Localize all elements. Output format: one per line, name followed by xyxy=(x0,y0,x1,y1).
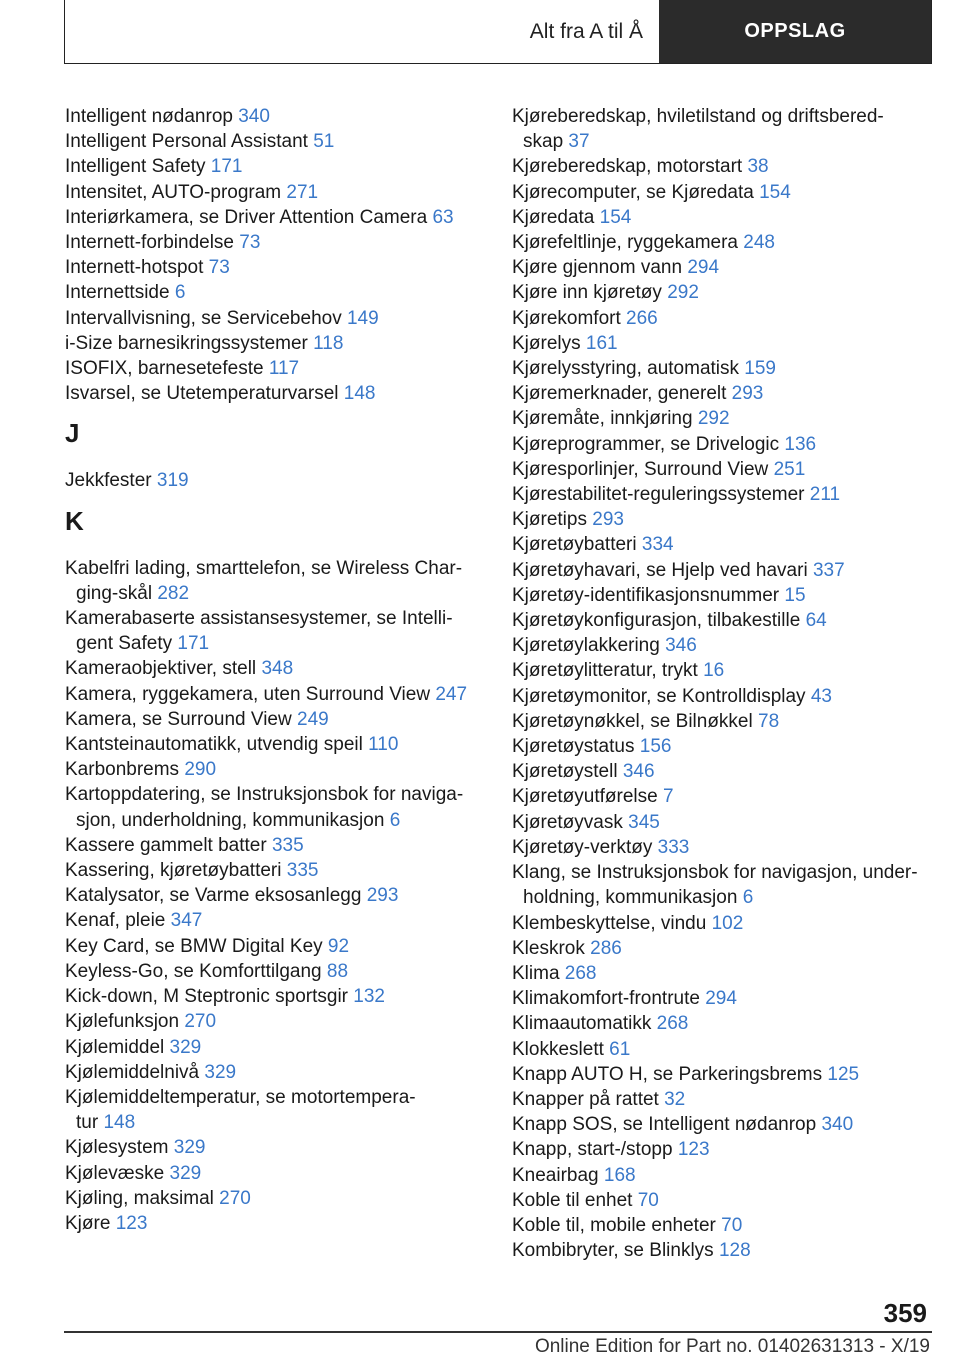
page-reference-link[interactable]: 61 xyxy=(609,1038,631,1060)
page-reference-link[interactable]: 340 xyxy=(238,106,270,127)
page-reference-link[interactable]: 340 xyxy=(821,1114,854,1136)
index-entry xyxy=(65,757,475,782)
index-entry xyxy=(65,255,475,280)
page-reference-link[interactable]: 333 xyxy=(657,836,690,858)
entry-term: Kamera, se Surround View xyxy=(65,708,292,730)
index-entry xyxy=(512,432,932,457)
entry-term: ISOFIX, barnesetefeste xyxy=(65,358,264,380)
index-entry xyxy=(65,381,475,406)
page-reference-link[interactable]: 270 xyxy=(184,1011,217,1033)
entry-term: Katalysator, se Varme eksosanlegg xyxy=(65,885,362,907)
entry-term: Jekkfester xyxy=(65,470,152,492)
index-entry xyxy=(65,606,475,656)
entry-term: Intelligent Safety xyxy=(65,156,206,178)
index-entry xyxy=(65,1211,475,1236)
index-entry xyxy=(512,331,932,356)
entry-term: Kjøretøylakkering xyxy=(512,635,660,657)
entry-term: Klokkeslett xyxy=(512,1038,604,1060)
entry-term: Internettside xyxy=(65,282,170,304)
page-reference-link[interactable]: 70 xyxy=(721,1214,743,1236)
entry-term: Kjøredata xyxy=(512,206,595,228)
index-entry xyxy=(65,154,475,179)
index-entry xyxy=(512,583,932,608)
page-reference-link[interactable]: 118 xyxy=(313,332,344,354)
entry-term: Kjølevæske xyxy=(65,1162,165,1184)
entry-term: Kjøreberedskap, hviletilstand og driftsbered- xyxy=(512,106,884,127)
index-entry xyxy=(512,1238,932,1263)
entry-term: Kjøretøykonfigurasjon, tilbakestille xyxy=(512,610,801,632)
page-reference-link[interactable]: 16 xyxy=(703,660,725,682)
index-entry xyxy=(512,205,932,230)
index-entry xyxy=(65,1161,475,1186)
page-reference-link[interactable]: 102 xyxy=(711,912,744,934)
entry-term: Kantsteinautomatikk, utvendig speil xyxy=(65,734,363,756)
index-entry xyxy=(512,280,932,305)
page-reference-link[interactable]: 154 xyxy=(599,206,632,228)
index-entry xyxy=(512,558,932,583)
entry-term: Kartoppdatering, se Instruksjonsbok for naviga- xyxy=(65,784,464,806)
index-entry xyxy=(512,1011,932,1036)
index-letter-heading: K xyxy=(65,505,84,536)
entry-term: Kjørestabilitet-reguleringssystemer xyxy=(512,484,805,506)
page-reference-link[interactable]: 293 xyxy=(731,383,764,405)
page-reference-link[interactable]: 38 xyxy=(747,156,769,178)
page-reference-link[interactable]: 171 xyxy=(210,156,243,178)
entry-term: Karbonbrems xyxy=(65,759,180,781)
index-entry xyxy=(65,732,475,757)
entry-term: Kjøremåte, innkjøring xyxy=(512,408,693,430)
entry-term: Klima xyxy=(512,962,560,984)
index-entry xyxy=(65,306,475,331)
index-entry xyxy=(65,331,475,356)
entry-term-continued: skap xyxy=(523,131,564,153)
entry-term: Kabelfri lading, smarttelefon, se Wireless Char- xyxy=(65,557,463,579)
page-reference-link[interactable]: 270 xyxy=(219,1187,251,1209)
page-reference-link[interactable]: 266 xyxy=(626,307,658,329)
footer-text: Online Edition for Part no. 01402631313 - X/19 xyxy=(534,1336,930,1357)
entry-term: Kjøresporlinjer, Surround View xyxy=(512,458,769,480)
entry-term: Kjørelysstyring, automatisk xyxy=(512,358,740,380)
page-reference-link[interactable]: 348 xyxy=(261,658,294,680)
index-entry xyxy=(512,1112,932,1137)
index-entry xyxy=(512,810,932,835)
entry-term: Knapper på rattet xyxy=(512,1088,659,1110)
page-reference-link[interactable]: 329 xyxy=(169,1162,202,1184)
page-reference-link[interactable]: 70 xyxy=(637,1189,659,1211)
page-reference-link[interactable]: 63 xyxy=(432,206,454,228)
index-entry xyxy=(512,406,932,431)
page-reference-link[interactable]: 337 xyxy=(812,559,845,581)
page-reference-link[interactable]: 136 xyxy=(784,433,817,455)
page-reference-link[interactable]: 292 xyxy=(667,282,699,304)
page-reference-link[interactable]: 329 xyxy=(169,1036,202,1058)
index-entry xyxy=(65,908,475,933)
index-entry xyxy=(512,255,932,280)
index-entry xyxy=(65,883,475,908)
index-entry xyxy=(512,1213,932,1238)
entry-term: Kneairbag xyxy=(512,1164,599,1186)
index-entry xyxy=(512,507,932,532)
index-entry xyxy=(65,858,475,883)
entry-term: Kjøremerknader, generelt xyxy=(512,383,727,405)
index-entry xyxy=(512,230,932,255)
entry-term-continued: gent Safety xyxy=(76,633,173,655)
entry-term: Kjøre xyxy=(65,1212,111,1234)
index-entry xyxy=(65,1060,475,1085)
page-reference-link[interactable]: 345 xyxy=(628,811,660,833)
page-reference-link[interactable]: 37 xyxy=(568,131,590,153)
entry-term: Kamera, ryggekamera, uten Surround View xyxy=(65,683,431,705)
entry-term: Kjøretøyutførelse xyxy=(512,786,658,808)
index-entry xyxy=(512,986,932,1011)
entry-term: Koble til, mobile enheter xyxy=(512,1214,716,1236)
section-title: Alt fra A til Å xyxy=(529,19,643,43)
index-entry xyxy=(512,1163,932,1188)
page-reference-link[interactable]: 282 xyxy=(157,582,190,604)
entry-term: Kassering, kjøretøybatteri xyxy=(65,860,282,882)
page-reference-link[interactable]: 290 xyxy=(184,759,217,781)
index-entry xyxy=(65,782,475,832)
page-reference-link[interactable]: 294 xyxy=(687,257,720,279)
entry-term: Keyless-Go, se Komforttilgang xyxy=(65,960,322,982)
entry-term: Interiørkamera, se Driver Attention Camera xyxy=(65,206,428,228)
page-reference-link[interactable]: 268 xyxy=(656,1013,689,1035)
entry-term: Kjøretøystell xyxy=(512,761,618,783)
entry-term: Kjørekomfort xyxy=(512,307,621,329)
page-reference-link[interactable]: 6 xyxy=(742,887,754,909)
index-entry xyxy=(65,1085,475,1135)
page-reference-link[interactable]: 319 xyxy=(156,470,189,492)
index-entry xyxy=(65,959,475,984)
index-entry xyxy=(512,709,932,734)
index-entry xyxy=(65,230,475,255)
index-entry xyxy=(65,1035,475,1060)
index-entry xyxy=(512,381,932,406)
page-reference-link[interactable]: 154 xyxy=(759,181,791,203)
entry-term: Intervallvisning, se Servicebehov xyxy=(65,307,342,329)
index-entry xyxy=(512,1037,932,1062)
page-reference-link[interactable]: 78 xyxy=(758,710,780,732)
index-entry xyxy=(512,784,932,809)
entry-term: Kenaf, pleie xyxy=(65,910,166,932)
index-entry xyxy=(512,532,932,557)
page-reference-link[interactable]: 329 xyxy=(204,1061,237,1083)
entry-term: Kleskrok xyxy=(512,937,585,959)
index-entry xyxy=(65,280,475,305)
page-reference-link[interactable]: 249 xyxy=(297,708,329,730)
page-reference-link[interactable]: 293 xyxy=(592,509,624,531)
page-reference-link[interactable]: 73 xyxy=(208,257,230,279)
entry-term: Kjørecomputer, se Kjøredata xyxy=(512,181,754,203)
entry-term: Kjølemiddelnivå xyxy=(65,1061,200,1083)
index-entry xyxy=(65,1135,475,1160)
index-entry xyxy=(65,934,475,959)
page-reference-link[interactable]: 6 xyxy=(174,282,186,304)
index-entry xyxy=(512,180,932,205)
page-reference-link[interactable]: 171 xyxy=(177,633,210,655)
index-letter-heading: J xyxy=(65,418,80,449)
page-reference-link[interactable]: 148 xyxy=(103,1112,136,1134)
page-reference-link[interactable]: 168 xyxy=(603,1164,636,1186)
entry-term: Internett-hotspot xyxy=(65,257,204,279)
footer-divider xyxy=(64,1331,932,1333)
page-reference-link[interactable]: 161 xyxy=(585,332,618,354)
entry-term: Kjøretøymonitor, se Kontrolldisplay xyxy=(512,685,806,707)
page-reference-link[interactable]: 32 xyxy=(664,1088,686,1110)
entry-term: Kjøretøystatus xyxy=(512,736,635,758)
page-reference-link[interactable]: 125 xyxy=(827,1063,860,1085)
entry-term: Kjøretøylitteratur, trykt xyxy=(512,660,698,682)
page-reference-link[interactable]: 268 xyxy=(564,962,597,984)
page-reference-link[interactable]: 6 xyxy=(389,809,401,831)
entry-term: Kjøretøybatteri xyxy=(512,534,637,556)
index-entry xyxy=(512,154,932,179)
entry-term: Kjølefunksjon xyxy=(65,1011,180,1033)
page-number: 359 xyxy=(883,1298,927,1328)
index-entry xyxy=(512,457,932,482)
page-reference-link[interactable]: 159 xyxy=(744,358,776,380)
page-reference-link[interactable]: 329 xyxy=(173,1137,206,1159)
page-reference-link[interactable]: 292 xyxy=(697,408,730,430)
page-reference-link[interactable]: 335 xyxy=(271,834,304,856)
index-entry xyxy=(65,1009,475,1034)
index-entry xyxy=(512,356,932,381)
entry-term: Kjøretøy-verktøy xyxy=(512,836,653,858)
index-entry xyxy=(512,1087,932,1112)
entry-term: Koble til enhet xyxy=(512,1189,633,1211)
entry-term: Kjøre gjennom vann xyxy=(512,257,683,279)
entry-term: Klimaautomatikk xyxy=(512,1013,652,1035)
entry-term: Kameraobjektiver, stell xyxy=(65,658,257,680)
entry-term: Internett-forbindelse xyxy=(65,232,234,254)
page-reference-link[interactable]: 335 xyxy=(286,860,319,882)
entry-term: Klimakomfort-frontrute xyxy=(512,988,700,1010)
index-entry xyxy=(512,306,932,331)
index-entry xyxy=(65,707,475,732)
index-entry xyxy=(512,684,932,709)
entry-term: Kick-down, M Steptronic sportsgir xyxy=(65,986,348,1008)
index-entry xyxy=(65,682,475,707)
entry-term: Kjøretøyvask xyxy=(512,811,623,833)
entry-term: Key Card, se BMW Digital Key xyxy=(65,935,323,957)
entry-term: Kombibryter, se Blinklys xyxy=(512,1240,714,1262)
index-entry xyxy=(512,911,932,936)
page-reference-link[interactable]: 149 xyxy=(346,307,379,329)
page-reference-link[interactable]: 156 xyxy=(639,736,672,758)
entry-term: Kamerabaserte assistansesystemer, se Intelli- xyxy=(65,608,453,630)
index-entry xyxy=(512,835,932,860)
index-entry xyxy=(512,104,932,154)
page-reference-link[interactable]: 88 xyxy=(326,960,349,982)
index-entry xyxy=(512,734,932,759)
entry-term: Knapp, start-/stopp xyxy=(512,1139,673,1161)
entry-term: Kjørelys xyxy=(512,332,581,354)
entry-term: Intelligent nødanrop xyxy=(65,106,233,127)
entry-term-continued: sjon, underholdning, kommunikasjon xyxy=(76,809,385,831)
entry-term-continued: tur xyxy=(76,1112,99,1134)
entry-term: Kjøretøynøkkel, se Bilnøkkel xyxy=(512,710,753,732)
entry-term: Kjøreberedskap, motorstart xyxy=(512,156,743,178)
entry-term: Kjøretøyhavari, se Hjelp ved havari xyxy=(512,559,808,581)
page-reference-link[interactable]: 110 xyxy=(368,734,399,756)
page-reference-link[interactable]: 117 xyxy=(268,358,300,380)
entry-term: Kjølemiddeltemperatur, se motortempera- xyxy=(65,1086,416,1108)
index-entry xyxy=(65,656,475,681)
entry-term: Knapp SOS, se Intelligent nødanrop xyxy=(512,1114,817,1136)
index-entry xyxy=(512,759,932,784)
page-reference-link[interactable]: 15 xyxy=(784,584,806,606)
index-entry xyxy=(65,556,475,606)
index-entry xyxy=(512,482,932,507)
page-reference-link[interactable]: 73 xyxy=(239,232,261,254)
page-reference-link[interactable]: 251 xyxy=(773,458,806,480)
page-reference-link[interactable]: 92 xyxy=(327,935,350,957)
index-entry xyxy=(65,129,475,154)
entry-term: Knapp AUTO H, se Parkeringsbrems xyxy=(512,1063,823,1085)
page-reference-link[interactable]: 7 xyxy=(662,786,674,808)
index-entry xyxy=(512,860,932,910)
page-reference-link[interactable]: 248 xyxy=(743,232,775,254)
index-entry xyxy=(512,961,932,986)
page-reference-link[interactable]: 123 xyxy=(677,1139,710,1161)
entry-term: Kjølemiddel xyxy=(65,1036,165,1058)
entry-term: Isvarsel, se Utetemperaturvarsel xyxy=(65,383,339,405)
page-reference-link[interactable]: 64 xyxy=(805,610,827,632)
entry-term: Klembeskyttelse, vindu xyxy=(512,912,707,934)
page-reference-link[interactable]: 293 xyxy=(366,885,399,907)
index-entry xyxy=(512,1062,932,1087)
index-entry xyxy=(512,1137,932,1162)
page-reference-link[interactable]: 334 xyxy=(641,534,674,556)
entry-term: Intelligent Personal Assistant xyxy=(65,131,308,153)
index-entry xyxy=(512,633,932,658)
index-entry xyxy=(65,984,475,1009)
entry-term: Kjørefeltlinje, ryggekamera xyxy=(512,232,738,254)
entry-term: Kjøretøy-identifikasjonsnummer xyxy=(512,584,780,606)
page-reference-link[interactable]: 123 xyxy=(115,1212,148,1234)
section-tab: OPPSLAG xyxy=(659,0,931,63)
page-reference-link[interactable]: 211 xyxy=(809,484,841,506)
page-reference-link[interactable]: 347 xyxy=(170,910,203,932)
index-column-left xyxy=(65,104,475,1236)
entry-term: Klang, se Instruksjonsbok for navigasjon, under- xyxy=(512,862,918,884)
index-entry xyxy=(65,833,475,858)
page-reference-link[interactable]: 346 xyxy=(665,635,697,657)
entry-term: Kjøling, maksimal xyxy=(65,1187,214,1209)
page-header xyxy=(64,0,932,64)
index-entry xyxy=(65,104,475,129)
index-entry xyxy=(65,356,475,381)
page-reference-link[interactable]: 148 xyxy=(343,383,376,405)
entry-term: Kjøre inn kjøretøy xyxy=(512,282,662,304)
entry-term-continued: ging-skål xyxy=(76,582,153,604)
entry-term: Intensitet, AUTO-program xyxy=(65,181,282,203)
index-column-right xyxy=(512,104,932,1263)
index-entry xyxy=(65,205,475,230)
index-entry xyxy=(65,468,475,493)
entry-term: Kjølesystem xyxy=(65,1137,169,1159)
page-reference-link[interactable]: 51 xyxy=(313,131,335,153)
page-reference-link[interactable]: 346 xyxy=(622,761,655,783)
index-entry xyxy=(512,608,932,633)
page-reference-link[interactable]: 132 xyxy=(353,986,385,1008)
index-entry xyxy=(512,658,932,683)
page-reference-link[interactable]: 128 xyxy=(718,1240,751,1262)
entry-term: i-Size barnesikringssystemer xyxy=(65,332,308,354)
entry-term-continued: holdning, kommunikasjon xyxy=(523,887,738,909)
index-entry xyxy=(65,180,475,205)
index-entry xyxy=(512,936,932,961)
page-reference-link[interactable]: 294 xyxy=(705,988,737,1010)
page-reference-link[interactable]: 43 xyxy=(810,685,832,707)
entry-term: Kassere gammelt batter xyxy=(65,834,267,856)
entry-term: Kjøretips xyxy=(512,509,587,531)
page-reference-link[interactable]: 247 xyxy=(435,683,468,705)
entry-term: Kjøreprogrammer, se Drivelogic xyxy=(512,433,780,455)
index-entry xyxy=(65,1186,475,1211)
page-reference-link[interactable]: 286 xyxy=(590,937,622,959)
page-reference-link[interactable]: 271 xyxy=(286,181,319,203)
index-entry xyxy=(512,1188,932,1213)
